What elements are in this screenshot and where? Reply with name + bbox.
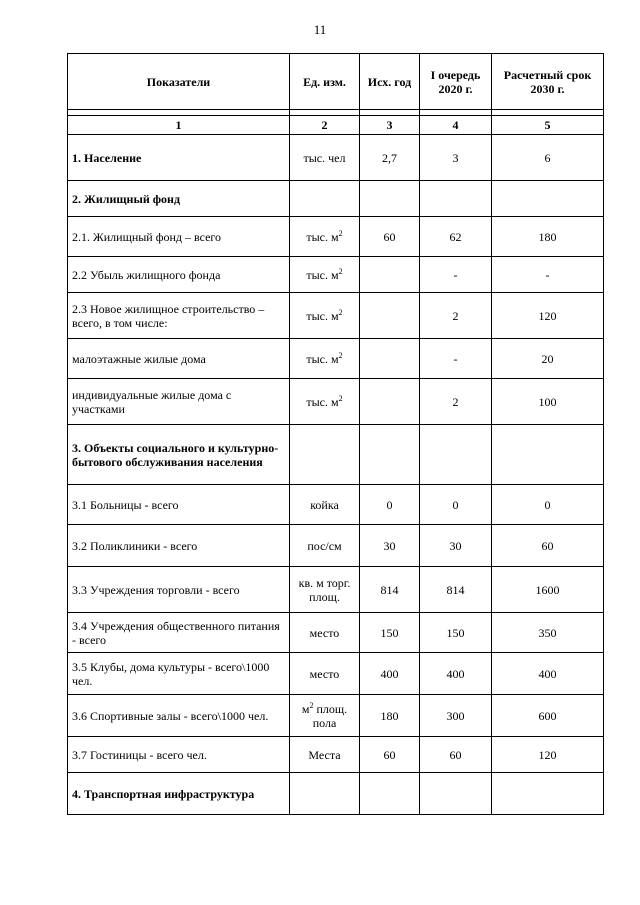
table-row xyxy=(68,339,604,379)
unit-text: кв. м торг. площ. xyxy=(298,575,351,604)
value-target-term: 100 xyxy=(492,379,604,425)
column-number: 1 xyxy=(68,116,290,135)
row-unit xyxy=(290,525,360,567)
table-header-row xyxy=(68,54,604,110)
value-target-term: 1600 xyxy=(492,567,604,613)
table-row xyxy=(68,525,604,567)
value-first-stage xyxy=(420,425,492,485)
table-row xyxy=(68,293,604,339)
row-unit xyxy=(290,339,360,379)
row-unit xyxy=(290,695,360,737)
value-first-stage xyxy=(420,773,492,815)
unit-text: м xyxy=(301,701,310,716)
value-base-year xyxy=(360,339,420,379)
value-first-stage: 3 xyxy=(420,135,492,181)
unit-text-suffix: площ. пола xyxy=(312,701,348,730)
header-base-year: Исх. год xyxy=(360,54,420,110)
table-row xyxy=(68,485,604,525)
value-first-stage: 60 xyxy=(420,737,492,773)
row-label: индивидуальные жилые дома с участками xyxy=(68,379,290,425)
value-target-term: 120 xyxy=(492,293,604,339)
value-target-term: 0 xyxy=(492,485,604,525)
page-number: 11 xyxy=(313,22,327,37)
value-target-term xyxy=(492,773,604,815)
column-number: 3 xyxy=(360,116,420,135)
unit-superscript: 2 xyxy=(338,266,343,276)
table-row xyxy=(68,181,604,217)
row-unit xyxy=(290,217,360,257)
row-label: 3.3 Учреждения торговли - всего xyxy=(68,567,290,613)
column-number: 2 xyxy=(290,116,360,135)
value-first-stage: 2 xyxy=(420,293,492,339)
value-target-term: 6 xyxy=(492,135,604,181)
value-target-term: - xyxy=(492,257,604,293)
unit-superscript: 2 xyxy=(338,350,343,360)
row-label: 2. Жилищный фонд xyxy=(68,181,290,217)
value-base-year: 60 xyxy=(360,737,420,773)
row-unit xyxy=(290,293,360,339)
header-target-term: Расчетный срок 2030 г. xyxy=(492,54,604,110)
column-number: 5 xyxy=(492,116,604,135)
row-label: 3.4 Учреждения общественного питания - всего xyxy=(68,613,290,653)
row-unit xyxy=(290,613,360,653)
value-first-stage: 0 xyxy=(420,485,492,525)
value-target-term: 400 xyxy=(492,653,604,695)
table-row xyxy=(68,217,604,257)
value-target-term xyxy=(492,425,604,485)
unit-superscript: 2 xyxy=(338,228,343,238)
value-base-year xyxy=(360,293,420,339)
row-unit xyxy=(290,567,360,613)
value-base-year xyxy=(360,181,420,217)
value-base-year: 180 xyxy=(360,695,420,737)
value-first-stage: 30 xyxy=(420,525,492,567)
row-label: малоэтажные жилые дома xyxy=(68,339,290,379)
unit-text: пос/см xyxy=(307,538,342,553)
value-first-stage: 2 xyxy=(420,379,492,425)
unit-superscript: 2 xyxy=(309,700,314,710)
unit-text: тыс. м xyxy=(306,394,339,409)
row-label: 2.1. Жилищный фонд – всего xyxy=(68,217,290,257)
header-first-stage: I очередь 2020 г. xyxy=(420,54,492,110)
value-first-stage: - xyxy=(420,257,492,293)
value-first-stage: - xyxy=(420,339,492,379)
value-base-year xyxy=(360,379,420,425)
row-label: 2.2 Убыль жилищного фонда xyxy=(68,257,290,293)
row-label: 3.1 Больницы - всего xyxy=(68,485,290,525)
row-unit xyxy=(290,653,360,695)
table-row xyxy=(68,613,604,653)
table-row xyxy=(68,653,604,695)
unit-text: тыс. чел xyxy=(303,150,346,165)
unit-text: койка xyxy=(310,497,339,512)
value-first-stage: 400 xyxy=(420,653,492,695)
row-unit xyxy=(290,181,360,217)
value-base-year: 814 xyxy=(360,567,420,613)
unit-text: тыс. м xyxy=(306,229,339,244)
row-unit xyxy=(290,425,360,485)
value-base-year: 400 xyxy=(360,653,420,695)
row-unit xyxy=(290,379,360,425)
row-unit xyxy=(290,257,360,293)
row-label: 3.5 Клубы, дома культуры - всего\1000 чел. xyxy=(68,653,290,695)
value-target-term: 600 xyxy=(492,695,604,737)
value-base-year: 150 xyxy=(360,613,420,653)
row-label: 3.2 Поликлиники - всего xyxy=(68,525,290,567)
unit-text: тыс. м xyxy=(306,267,339,282)
indicators-table-container xyxy=(67,53,604,815)
value-base-year: 60 xyxy=(360,217,420,257)
column-number: 4 xyxy=(420,116,492,135)
value-base-year xyxy=(360,425,420,485)
value-first-stage: 62 xyxy=(420,217,492,257)
table-row xyxy=(68,567,604,613)
table-body xyxy=(68,135,604,815)
unit-text: Места xyxy=(308,747,341,762)
row-label: 3.7 Гостиницы - всего чел. xyxy=(68,737,290,773)
row-unit xyxy=(290,485,360,525)
value-first-stage xyxy=(420,181,492,217)
table-row xyxy=(68,425,604,485)
column-number-row xyxy=(68,116,604,135)
value-base-year xyxy=(360,773,420,815)
value-target-term: 60 xyxy=(492,525,604,567)
row-unit xyxy=(290,737,360,773)
header-unit: Ед. изм. xyxy=(290,54,360,110)
table-row xyxy=(68,257,604,293)
row-unit xyxy=(290,135,360,181)
value-first-stage: 300 xyxy=(420,695,492,737)
indicators-table xyxy=(67,53,604,815)
row-label: 4. Транспортная инфраструктура xyxy=(68,773,290,815)
row-label: 2.3 Новое жилищное строительство – всего, в том числе: xyxy=(68,293,290,339)
unit-text: тыс. м xyxy=(306,351,339,366)
value-target-term: 120 xyxy=(492,737,604,773)
row-label: 3. Объекты социального и культурно-бытового обслуживания населения xyxy=(68,425,290,485)
row-unit xyxy=(290,773,360,815)
table-row xyxy=(68,135,604,181)
row-label: 1. Население xyxy=(68,135,290,181)
table-row xyxy=(68,773,604,815)
value-base-year: 2,7 xyxy=(360,135,420,181)
header-indicators: Показатели xyxy=(68,54,290,110)
unit-text: место xyxy=(309,666,340,681)
row-label: 3.6 Спортивные залы - всего\1000 чел. xyxy=(68,695,290,737)
value-target-term: 180 xyxy=(492,217,604,257)
value-base-year xyxy=(360,257,420,293)
unit-text: место xyxy=(309,625,340,640)
value-base-year: 30 xyxy=(360,525,420,567)
table-row xyxy=(68,737,604,773)
table-row xyxy=(68,379,604,425)
value-target-term: 20 xyxy=(492,339,604,379)
value-first-stage: 150 xyxy=(420,613,492,653)
table-row xyxy=(68,695,604,737)
unit-superscript: 2 xyxy=(338,307,343,317)
value-target-term xyxy=(492,181,604,217)
value-base-year: 0 xyxy=(360,485,420,525)
value-target-term: 350 xyxy=(492,613,604,653)
unit-superscript: 2 xyxy=(338,393,343,403)
value-first-stage: 814 xyxy=(420,567,492,613)
unit-text: тыс. м xyxy=(306,308,339,323)
